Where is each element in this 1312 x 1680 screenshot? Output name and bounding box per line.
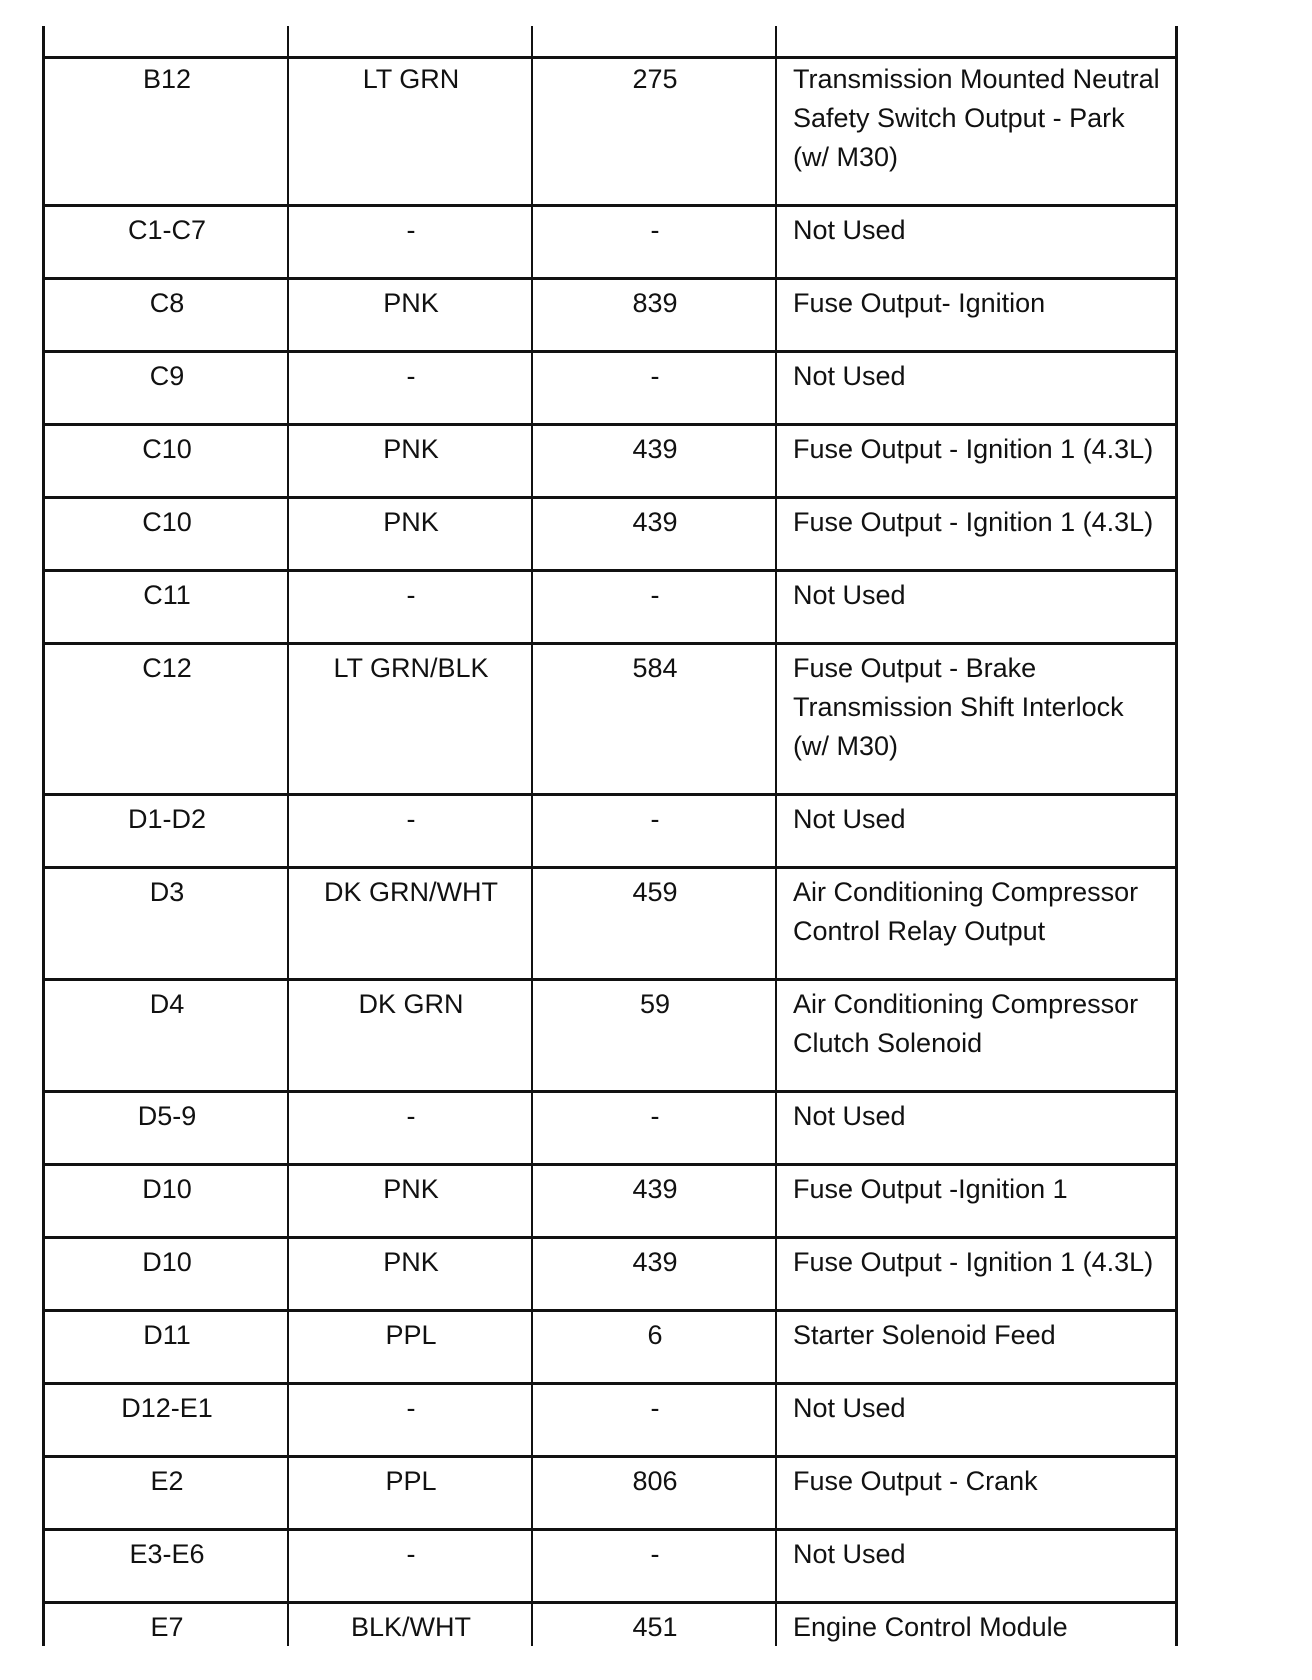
table-row — [45, 981, 1175, 1093]
pin-cell: E2 — [150, 1466, 184, 1496]
function-cell: Transmission Mounted Neutral Safety Switch Output - Park (w/ M30) — [793, 64, 1160, 172]
circuit-number-cell: 584 — [632, 653, 678, 683]
table-row — [45, 572, 1175, 645]
function-cell: Fuse Output -Ignition 1 — [793, 1174, 1068, 1204]
circuit-number-cell: 439 — [632, 1174, 678, 1204]
function-cell: Fuse Output - Ignition 1 (4.3L) — [793, 434, 1154, 464]
pin-cell: C11 — [143, 580, 191, 610]
wire-color-cell: DK GRN/WHT — [324, 877, 498, 907]
circuit-number-cell: 439 — [632, 1247, 678, 1277]
pin-cell: C12 — [142, 653, 192, 683]
function-cell: Fuse Output - Brake Transmission Shift Interlock (w/ M30) — [793, 653, 1124, 761]
table-row — [45, 1166, 1175, 1239]
circuit-number-cell: 439 — [632, 507, 678, 537]
function-cell: Not Used — [793, 215, 906, 245]
wire-color-cell: - — [406, 1539, 416, 1569]
circuit-number-cell: - — [650, 361, 660, 391]
wire-color-cell: - — [406, 580, 416, 610]
function-cell: Engine Control Module — [793, 1612, 1068, 1642]
wire-color-cell: - — [406, 215, 416, 245]
table-row — [45, 1458, 1175, 1531]
connector-pinout-table — [42, 26, 1178, 1646]
function-cell: Not Used — [793, 804, 906, 834]
wire-color-cell: - — [406, 804, 416, 834]
pin-cell: C1-C7 — [127, 215, 207, 245]
table-row — [45, 1239, 1175, 1312]
function-cell: Fuse Output - Ignition 1 (4.3L) — [793, 507, 1154, 537]
pin-cell: E7 — [150, 1612, 184, 1642]
pin-cell: D10 — [142, 1174, 192, 1204]
function-cell: Air Conditioning Compressor Clutch Solenoid — [793, 989, 1139, 1058]
wire-color-cell: BLK/WHT — [350, 1612, 471, 1642]
function-cell: Fuse Output - Crank — [793, 1466, 1038, 1496]
circuit-number-cell: 459 — [632, 877, 678, 907]
wire-color-cell: LT GRN — [362, 64, 460, 94]
function-cell: Starter Solenoid Feed — [793, 1320, 1056, 1350]
table-row — [45, 1093, 1175, 1166]
function-cell: Not Used — [793, 1539, 906, 1569]
table-header-strip — [45, 26, 1175, 59]
table-row — [45, 353, 1175, 426]
table-row — [45, 499, 1175, 572]
wire-color-cell: PNK — [383, 1247, 439, 1277]
pin-cell: C8 — [149, 288, 185, 318]
wire-color-cell: PPL — [385, 1466, 437, 1496]
circuit-number-cell: - — [650, 580, 660, 610]
pin-cell: D1-D2 — [127, 804, 207, 834]
pin-cell: D11 — [143, 1320, 191, 1350]
circuit-number-cell: 839 — [632, 288, 678, 318]
pin-cell: C10 — [142, 434, 192, 464]
circuit-number-cell: 806 — [632, 1466, 678, 1496]
pin-cell: C9 — [149, 361, 185, 391]
circuit-number-cell: - — [650, 1393, 660, 1423]
pin-cell: D5-9 — [137, 1101, 197, 1131]
circuit-number-cell: - — [650, 1101, 660, 1131]
wire-color-cell: PNK — [383, 288, 439, 318]
function-cell: Air Conditioning Compressor Control Relay Output — [793, 877, 1139, 946]
function-cell: Not Used — [793, 1101, 906, 1131]
wire-color-cell: - — [406, 1101, 416, 1131]
pin-cell: C10 — [142, 507, 192, 537]
table-row — [45, 207, 1175, 280]
table-row — [45, 426, 1175, 499]
circuit-number-cell: 451 — [632, 1612, 678, 1642]
wire-color-cell: PNK — [383, 1174, 439, 1204]
function-cell: Fuse Output - Ignition 1 (4.3L) — [793, 1247, 1154, 1277]
circuit-number-cell: 59 — [639, 989, 671, 1019]
table-row — [45, 1385, 1175, 1458]
pin-cell: E3-E6 — [129, 1539, 205, 1569]
wire-color-cell: LT GRN/BLK — [333, 653, 489, 683]
pin-cell: D4 — [149, 989, 185, 1019]
circuit-number-cell: - — [650, 1539, 660, 1569]
table-row — [45, 1312, 1175, 1385]
table-row — [45, 56, 1175, 207]
pin-cell: D12-E1 — [121, 1393, 213, 1423]
wire-color-cell: PNK — [383, 507, 439, 537]
pin-cell: D3 — [149, 877, 185, 907]
table-body — [45, 56, 1175, 1677]
table-row — [45, 1531, 1175, 1604]
wire-color-cell: PNK — [383, 434, 439, 464]
wire-color-cell: - — [406, 361, 416, 391]
pin-cell: B12 — [142, 64, 192, 94]
circuit-number-cell: 439 — [632, 434, 678, 464]
wire-color-cell: - — [406, 1393, 416, 1423]
table-row — [45, 796, 1175, 869]
table-row — [45, 645, 1175, 796]
circuit-number-cell: - — [650, 215, 660, 245]
table-row — [45, 1604, 1175, 1677]
wire-color-cell: DK GRN — [358, 989, 464, 1019]
function-cell: Not Used — [793, 1393, 906, 1423]
pin-cell: D10 — [142, 1247, 192, 1277]
circuit-number-cell: - — [650, 804, 660, 834]
table-row — [45, 280, 1175, 353]
function-cell: Not Used — [793, 580, 906, 610]
wire-color-cell: PPL — [385, 1320, 437, 1350]
table-row — [45, 869, 1175, 981]
circuit-number-cell: 275 — [632, 64, 678, 94]
circuit-number-cell: 6 — [647, 1320, 663, 1350]
function-cell: Fuse Output- Ignition — [793, 288, 1046, 318]
function-cell: Not Used — [793, 361, 906, 391]
